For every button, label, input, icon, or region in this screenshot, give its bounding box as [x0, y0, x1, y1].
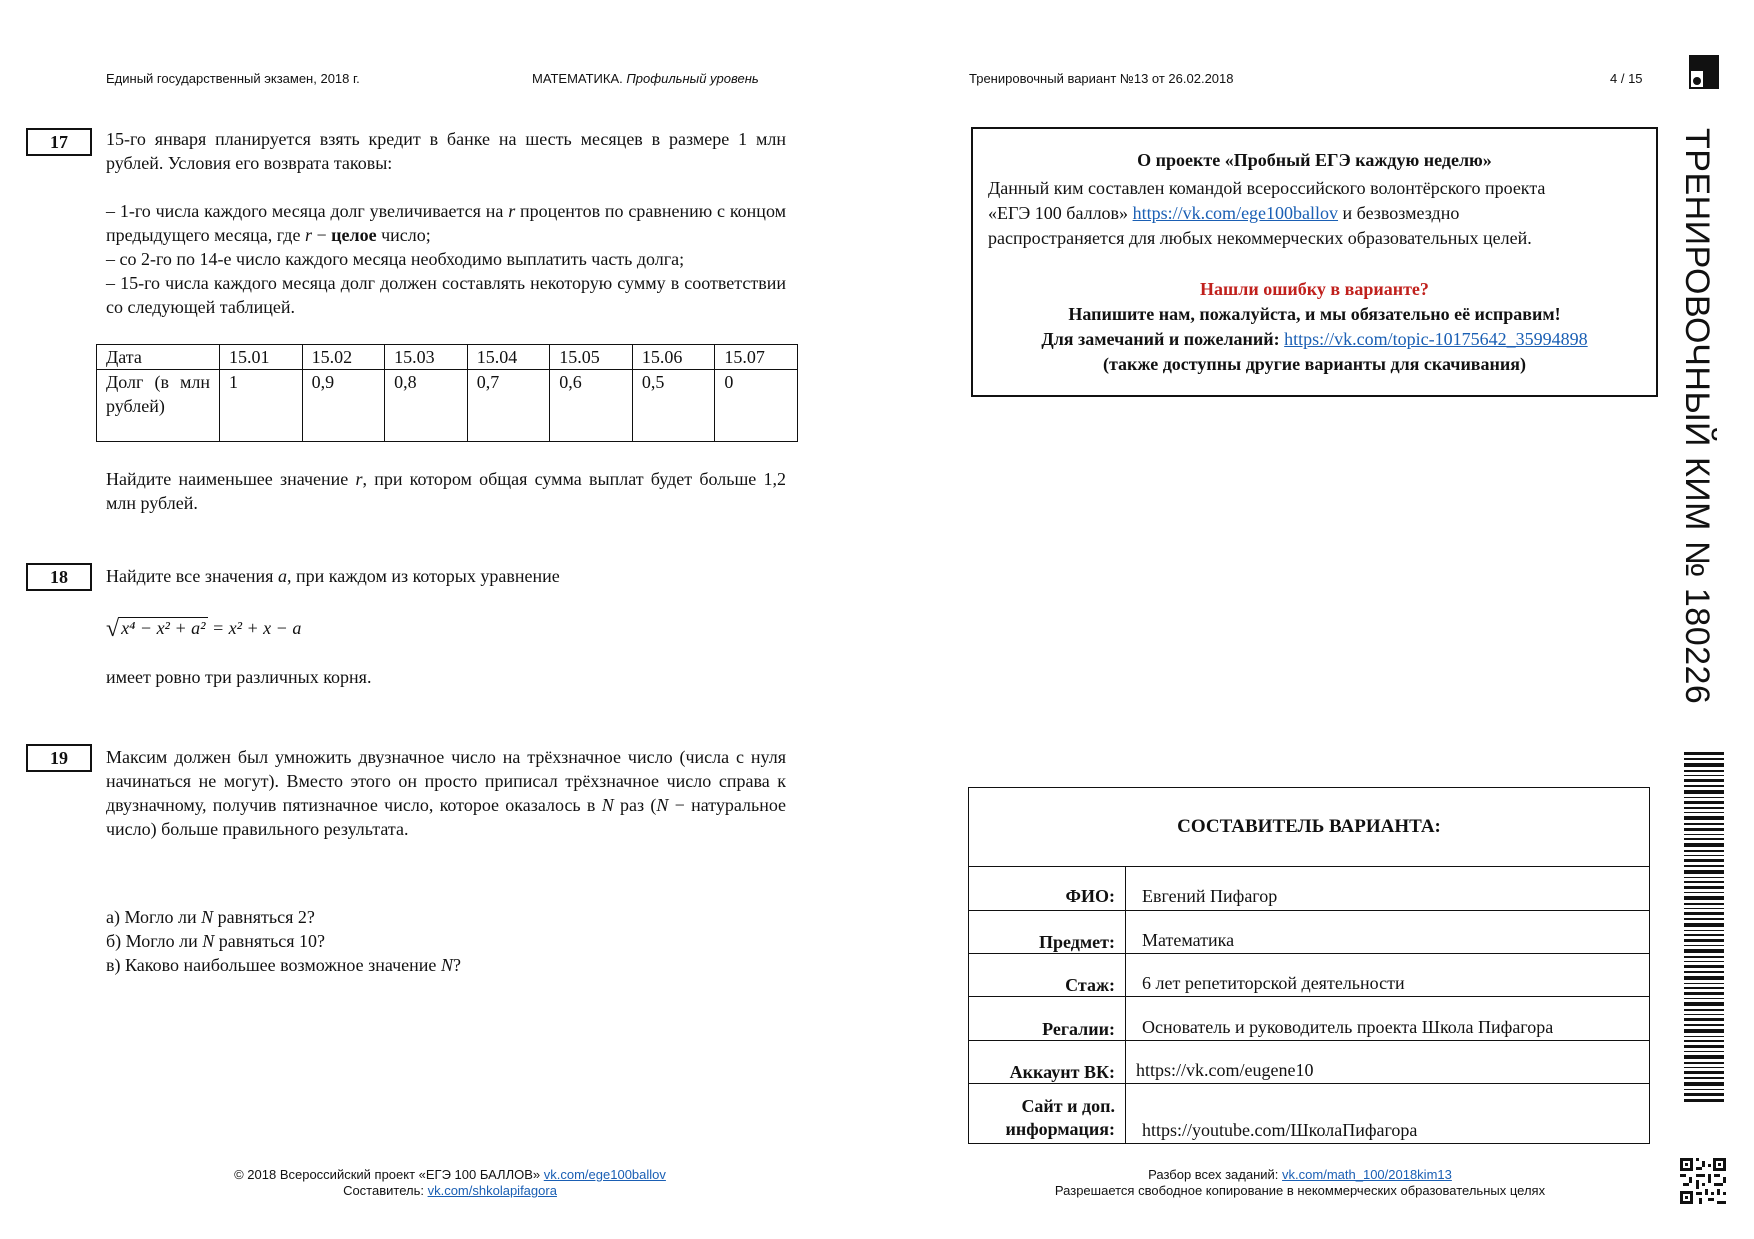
header-exam: Единый государственный экзамен, 2018 г. — [106, 71, 360, 86]
var-n: N — [656, 795, 669, 815]
var-n: N — [202, 931, 215, 951]
author-row — [969, 911, 1650, 954]
author-row-label-site — [969, 1084, 1126, 1144]
debt-table-value: 0 — [715, 370, 798, 442]
error-report-line-2-pre: Для замечаний и пожеланий: — [1041, 329, 1280, 349]
author-row-label: Стаж: — [969, 954, 1126, 997]
task-17-condition-2: – со 2-го по 14-е число каждого месяца необходимо выплатить часть долга; — [106, 249, 685, 269]
debt-table-value: 0,8 — [385, 370, 468, 442]
task-17-c1-end: число; — [381, 225, 431, 245]
task-19-p1: Максим должен был умножить двузначное число на трёхзначное число (числа с нуля начинаться не могут). Вместо этого он просто приписал трёхзначное число справа к двузначному, получив пятизначное число, которое оказалось в — [106, 747, 786, 815]
task-19-question-a — [106, 905, 315, 929]
radical-sign-icon: √ — [106, 616, 120, 642]
author-row-value: 6 лет репетиторской деятельности — [1126, 954, 1650, 997]
task-19-qb-post: равняться 10? — [218, 931, 326, 951]
author-site-label-1: Сайт и доп. — [1021, 1096, 1115, 1116]
task-19-p1-end: − натуральное число) больше правильного результата. — [106, 795, 787, 839]
task-17-c1-mid: процентов по сравнению с концом предыдущего месяца, где — [106, 201, 786, 245]
project-info-line-2-post: и безвозмездно — [1342, 203, 1460, 223]
author-row-value: Евгений Пифагор — [1126, 867, 1650, 911]
task-19-qc-pre: в) Каково наибольшее возможное значение — [106, 955, 437, 975]
vertical-kim-title — [1680, 128, 1716, 718]
debt-table-date: 15.02 — [302, 345, 385, 370]
debt-table-header-date: Дата — [97, 345, 220, 370]
project-info-line-1: Данный ким составлен командой всероссийского волонтёрского проекта — [988, 178, 1546, 198]
debt-table-date: 15.04 — [467, 345, 550, 370]
author-row-label: Предмет: — [969, 911, 1126, 954]
task-19-paragraph — [106, 745, 786, 841]
var-n: N — [201, 907, 214, 927]
project-info-line-3: распространяется для любых некоммерческих образовательных целей. — [988, 228, 1532, 248]
vertical-kim-title-text: ТРЕНИРОВОЧНЫЙ КИМ № 180226 — [1678, 128, 1716, 705]
task-17-number: 17 — [26, 128, 92, 156]
task-17-c1-dash: − — [316, 225, 327, 245]
debt-table-value: 0,9 — [302, 370, 385, 442]
author-row — [969, 867, 1650, 911]
author-heading: СОСТАВИТЕЛЬ ВАРИАНТА: — [969, 788, 1650, 867]
task-19-qb-pre: б) Могло ли — [106, 931, 198, 951]
author-row-value: Основатель и руководитель проекта Школа Пифагора — [1126, 997, 1650, 1041]
footer-left — [190, 1167, 710, 1199]
error-report-block — [973, 277, 1656, 377]
task-18-text — [106, 564, 560, 588]
task-17-intro: 15-го января планируется взять кредит в банке на шесть месяцев в размере 1 млн рублей. Условия его возврата таковы: — [106, 129, 786, 173]
author-row — [969, 954, 1650, 997]
footer-right — [1000, 1167, 1600, 1199]
task-17-question — [106, 467, 786, 515]
task-18-text-pre: Найдите все значения — [106, 566, 274, 586]
debt-table-header-debt: Долг (в млн рублей) — [97, 370, 220, 442]
task-18-text-post: , при каждом из которых уравнение — [286, 566, 560, 586]
var-n: N — [601, 795, 614, 815]
debt-table-date: 15.01 — [220, 345, 303, 370]
debt-table — [96, 344, 798, 442]
author-site-label-2: информация: — [1005, 1119, 1115, 1139]
author-row — [969, 1084, 1650, 1144]
task-19-number: 19 — [26, 744, 92, 772]
author-row-value: Математика — [1126, 911, 1650, 954]
project-info-text — [988, 176, 1643, 251]
error-report-line-2 — [973, 327, 1656, 352]
header-subject-name: МАТЕМАТИКА. — [532, 71, 623, 86]
author-heading-row — [969, 788, 1650, 867]
debt-table-date: 15.03 — [385, 345, 468, 370]
header-variant: Тренировочный вариант №13 от 26.02.2018 — [969, 71, 1234, 86]
footer-shkolapifagora-link[interactable]: vk.com/shkolapifagora — [427, 1183, 557, 1198]
footer-solutions-link[interactable]: vk.com/math_100/2018kim13 — [1282, 1167, 1452, 1182]
footer-left-line-1 — [190, 1167, 710, 1183]
debt-table-date: 15.05 — [550, 345, 633, 370]
task-17-q-post: , при котором общая сумма выплат будет больше 1,2 млн рублей. — [106, 469, 786, 513]
author-row-label: Регалии: — [969, 997, 1126, 1041]
debt-table-date: 15.07 — [715, 345, 798, 370]
task-17-condition-1 — [106, 199, 786, 247]
qr-code-icon — [1680, 1158, 1726, 1204]
project-info-line-2 — [988, 201, 1643, 226]
exam-corner-logo-icon — [1689, 55, 1719, 89]
project-info-line-2-pre: «ЕГЭ 100 баллов» — [988, 203, 1129, 223]
task-17-c1-bold: целое — [331, 225, 377, 245]
task-17-q-pre: Найдите наименьшее значение — [106, 469, 349, 489]
var-n: N — [440, 955, 453, 975]
debt-table-value: 0,7 — [467, 370, 550, 442]
task-18-after: имеет ровно три различных корня. — [106, 667, 372, 687]
debt-table-row-debts — [97, 370, 798, 442]
author-row-label: ФИО: — [969, 867, 1126, 911]
task-19-p1-mid: раз ( — [619, 795, 657, 815]
header-page-number: 4 / 15 — [1610, 71, 1643, 86]
task-19-question-c — [106, 953, 461, 977]
author-vk-account[interactable]: https://vk.com/eugene10 — [1126, 1041, 1650, 1084]
author-site-link[interactable]: https://youtube.com/ШколаПифагора — [1126, 1084, 1650, 1144]
barcode-icon — [1684, 752, 1724, 1102]
error-report-line-1: Напишите нам, пожалуйста, и мы обязательно её исправим! — [1068, 304, 1561, 324]
project-info-title: О проекте «Пробный ЕГЭ каждую неделю» — [1137, 150, 1492, 170]
project-info-box — [971, 127, 1658, 397]
author-row-label: Аккаунт ВК: — [969, 1041, 1126, 1084]
error-report-title: Нашли ошибку в варианте? — [1200, 279, 1429, 299]
task-18-equation — [106, 615, 301, 640]
var-r: r — [304, 225, 312, 245]
footer-right-line-1 — [1000, 1167, 1600, 1183]
footer-left-line-2-pre: Составитель: — [343, 1183, 424, 1198]
task-19-qc-post: ? — [452, 955, 461, 975]
footer-left-line-1-pre: © 2018 Всероссийский проект «ЕГЭ 100 БАЛЛОВ» — [234, 1167, 541, 1182]
author-row — [969, 1041, 1650, 1084]
debt-table-value: 0,6 — [550, 370, 633, 442]
author-row — [969, 997, 1650, 1041]
header-level: Профильный уровень — [626, 71, 759, 86]
author-table — [968, 787, 1650, 1144]
var-a: a — [277, 566, 287, 586]
task-17-c1-pre: – 1-го числа каждого месяца долг увеличивается на — [106, 201, 504, 221]
debt-table-row-dates — [97, 345, 798, 370]
task-18-number: 18 — [26, 563, 92, 591]
footer-right-line-2: Разрешается свободное копирование в некоммерческих образовательных целях — [1054, 1183, 1546, 1198]
task-17-condition-3: – 15-го числа каждого месяца долг должен составлять некоторую сумму в соответствии со следующей таблицей. — [106, 273, 786, 317]
project-vk-link[interactable]: https://vk.com/ege100ballov — [1132, 203, 1339, 223]
task-18-radicand: x⁴ − x² + a² — [121, 618, 206, 638]
debt-table-value: 0,5 — [632, 370, 715, 442]
error-report-line-3: (также доступны другие варианты для скачивания) — [1102, 354, 1527, 374]
task-19-qa-post: равняться 2? — [217, 907, 315, 927]
var-r: r — [355, 469, 363, 489]
debt-table-value: 1 — [220, 370, 303, 442]
footer-right-line-1-pre: Разбор всех заданий: — [1148, 1167, 1279, 1182]
task-19-question-b — [106, 929, 325, 953]
task-18-rhs: = x² + x − a — [212, 618, 302, 638]
footer-ege100-link[interactable]: vk.com/ege100ballov — [543, 1167, 666, 1182]
debt-table-date: 15.06 — [632, 345, 715, 370]
feedback-topic-link[interactable]: https://vk.com/topic-10175642_35994898 — [1284, 329, 1588, 349]
header-subject — [532, 71, 759, 86]
footer-left-line-2 — [190, 1183, 710, 1199]
var-r: r — [508, 201, 516, 221]
task-19-qa-pre: а) Могло ли — [106, 907, 197, 927]
